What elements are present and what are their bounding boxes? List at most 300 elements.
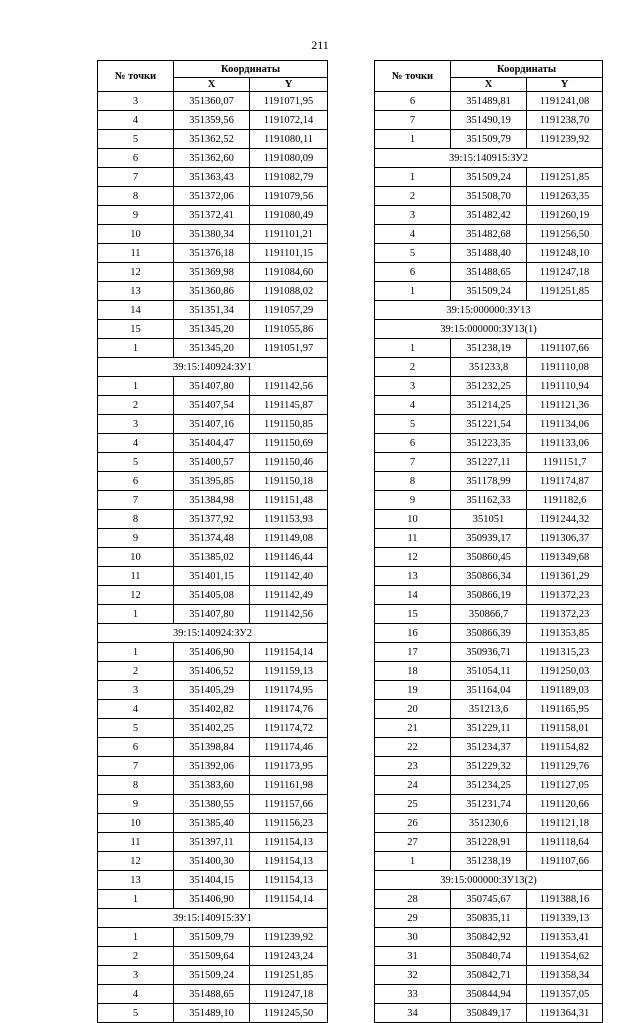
point-number-cell: 2 [98, 396, 174, 415]
point-number-cell: 30 [375, 928, 451, 947]
point-number-cell: 7 [98, 491, 174, 510]
point-number-cell: 3 [375, 377, 451, 396]
x-coordinate-cell: 351351,34 [174, 301, 250, 320]
x-coordinate-cell: 351372,06 [174, 187, 250, 206]
y-coordinate-cell: 1191127,05 [527, 776, 603, 795]
parcel-id: 39:15:140915:ЗУ1 [98, 909, 328, 928]
y-coordinate-cell: 1191241,08 [527, 92, 603, 111]
point-number-cell: 18 [375, 662, 451, 681]
x-coordinate-cell: 351234,25 [451, 776, 527, 795]
point-number-cell: 1 [375, 339, 451, 358]
x-coordinate-cell: 351405,08 [174, 586, 250, 605]
table-row [98, 947, 328, 966]
y-coordinate-cell: 1191339,13 [527, 909, 603, 928]
x-coordinate-cell: 351230,6 [451, 814, 527, 833]
y-coordinate-cell: 1191251,85 [527, 282, 603, 301]
y-coordinate-cell: 1191174,95 [250, 681, 328, 700]
y-coordinate-cell: 1191174,46 [250, 738, 328, 757]
table-row [98, 187, 328, 206]
table-body-right [375, 92, 603, 1023]
point-number-cell: 14 [375, 586, 451, 605]
table-row [98, 282, 328, 301]
table-row [375, 168, 603, 187]
table-row [375, 339, 603, 358]
table-row [98, 491, 328, 510]
point-number-cell: 8 [375, 472, 451, 491]
x-coordinate-cell: 350866,34 [451, 567, 527, 586]
table-row [98, 1004, 328, 1023]
x-coordinate-cell: 350849,17 [451, 1004, 527, 1023]
y-coordinate-cell: 1191120,66 [527, 795, 603, 814]
point-number-cell: 5 [98, 130, 174, 149]
table-row [375, 567, 603, 586]
x-coordinate-cell: 351407,54 [174, 396, 250, 415]
y-coordinate-cell: 1191358,34 [527, 966, 603, 985]
y-coordinate-cell: 1191150,85 [250, 415, 328, 434]
point-number-cell: 24 [375, 776, 451, 795]
point-number-cell: 5 [375, 244, 451, 263]
point-number-cell: 4 [375, 225, 451, 244]
x-coordinate-cell: 351385,02 [174, 548, 250, 567]
header-coordinates: Координаты [174, 61, 328, 78]
x-coordinate-cell: 350866,7 [451, 605, 527, 624]
x-coordinate-cell: 351398,84 [174, 738, 250, 757]
x-coordinate-cell: 350939,17 [451, 529, 527, 548]
y-coordinate-cell: 1191101,15 [250, 244, 328, 263]
y-coordinate-cell: 1191149,08 [250, 529, 328, 548]
y-coordinate-cell: 1191247,18 [250, 985, 328, 1004]
table-row [98, 928, 328, 947]
point-number-cell: 19 [375, 681, 451, 700]
y-coordinate-cell: 1191263,35 [527, 187, 603, 206]
point-number-cell: 1 [98, 928, 174, 947]
y-coordinate-cell: 1191174,76 [250, 700, 328, 719]
point-number-cell: 6 [98, 149, 174, 168]
x-coordinate-cell: 351214,25 [451, 396, 527, 415]
y-coordinate-cell: 1191154,14 [250, 643, 328, 662]
y-coordinate-cell: 1191082,79 [250, 168, 328, 187]
x-coordinate-cell: 351509,24 [174, 966, 250, 985]
y-coordinate-cell: 1191154,13 [250, 852, 328, 871]
y-coordinate-cell: 1191353,85 [527, 624, 603, 643]
point-number-cell: 10 [98, 548, 174, 567]
y-coordinate-cell: 1191315,23 [527, 643, 603, 662]
y-coordinate-cell: 1191150,18 [250, 472, 328, 491]
point-number-cell: 1 [375, 852, 451, 871]
y-coordinate-cell: 1191110,94 [527, 377, 603, 396]
point-number-cell: 5 [375, 415, 451, 434]
y-coordinate-cell: 1191244,32 [527, 510, 603, 529]
x-coordinate-cell: 351508,70 [451, 187, 527, 206]
table-row [98, 244, 328, 263]
table-body-left [98, 92, 328, 1023]
y-coordinate-cell: 1191154,14 [250, 890, 328, 909]
parcel-section-row [375, 301, 603, 320]
table-row [98, 833, 328, 852]
y-coordinate-cell: 1191159,13 [250, 662, 328, 681]
x-coordinate-cell: 351383,60 [174, 776, 250, 795]
table-row [375, 263, 603, 282]
y-coordinate-cell: 1191129,76 [527, 757, 603, 776]
point-number-cell: 14 [98, 301, 174, 320]
y-coordinate-cell: 1191354,62 [527, 947, 603, 966]
table-row [98, 643, 328, 662]
parcel-section-row [375, 320, 603, 339]
point-number-cell: 12 [98, 852, 174, 871]
y-coordinate-cell: 1191101,21 [250, 225, 328, 244]
point-number-cell: 11 [375, 529, 451, 548]
table-row [98, 567, 328, 586]
table-row [98, 510, 328, 529]
point-number-cell: 15 [375, 605, 451, 624]
table-row [98, 396, 328, 415]
y-coordinate-cell: 1191247,18 [527, 263, 603, 282]
table-row [375, 795, 603, 814]
x-coordinate-cell: 351229,11 [451, 719, 527, 738]
y-coordinate-cell: 1191142,49 [250, 586, 328, 605]
point-number-cell: 6 [375, 263, 451, 282]
point-number-cell: 13 [375, 567, 451, 586]
header-x: X [174, 78, 250, 92]
y-coordinate-cell: 1191238,70 [527, 111, 603, 130]
table-row [98, 453, 328, 472]
x-coordinate-cell: 351397,11 [174, 833, 250, 852]
table-row [375, 434, 603, 453]
y-coordinate-cell: 1191142,56 [250, 377, 328, 396]
y-coordinate-cell: 1191051,97 [250, 339, 328, 358]
table-row [98, 434, 328, 453]
y-coordinate-cell: 1191157,66 [250, 795, 328, 814]
coordinates-table-right [374, 60, 603, 1023]
x-coordinate-cell: 351401,15 [174, 567, 250, 586]
x-coordinate-cell: 351221,54 [451, 415, 527, 434]
x-coordinate-cell: 351407,80 [174, 377, 250, 396]
table-row [375, 529, 603, 548]
y-coordinate-cell: 1191072,14 [250, 111, 328, 130]
point-number-cell: 12 [98, 263, 174, 282]
x-coordinate-cell: 351359,56 [174, 111, 250, 130]
x-coordinate-cell: 350842,92 [451, 928, 527, 947]
x-coordinate-cell: 351406,90 [174, 890, 250, 909]
x-coordinate-cell: 350866,19 [451, 586, 527, 605]
point-number-cell: 23 [375, 757, 451, 776]
table-row [98, 263, 328, 282]
y-coordinate-cell: 1191142,56 [250, 605, 328, 624]
point-number-cell: 7 [98, 757, 174, 776]
x-coordinate-cell: 351376,18 [174, 244, 250, 263]
x-coordinate-cell: 351384,98 [174, 491, 250, 510]
point-number-cell: 10 [375, 510, 451, 529]
page-number: 211 [311, 38, 329, 52]
table-row [375, 814, 603, 833]
point-number-cell: 1 [98, 643, 174, 662]
x-coordinate-cell: 351482,42 [451, 206, 527, 225]
x-coordinate-cell: 351345,20 [174, 339, 250, 358]
point-number-cell: 28 [375, 890, 451, 909]
point-number-cell: 6 [98, 738, 174, 757]
parcel-section-row [98, 358, 328, 377]
table-row [375, 1004, 603, 1023]
parcel-id: 39:15:140924:ЗУ2 [98, 624, 328, 643]
y-coordinate-cell: 1191154,82 [527, 738, 603, 757]
point-number-cell: 29 [375, 909, 451, 928]
table-row [375, 92, 603, 111]
table-row [375, 358, 603, 377]
x-coordinate-cell: 351490,19 [451, 111, 527, 130]
table-row [375, 833, 603, 852]
y-coordinate-cell: 1191174,87 [527, 472, 603, 491]
y-coordinate-cell: 1191173,95 [250, 757, 328, 776]
y-coordinate-cell: 1191245,50 [250, 1004, 328, 1023]
y-coordinate-cell: 1191361,29 [527, 567, 603, 586]
y-coordinate-cell: 1191158,01 [527, 719, 603, 738]
y-coordinate-cell: 1191107,66 [527, 852, 603, 871]
table-row [375, 738, 603, 757]
y-coordinate-cell: 1191121,18 [527, 814, 603, 833]
point-number-cell: 9 [375, 491, 451, 510]
x-coordinate-cell: 351380,34 [174, 225, 250, 244]
table-row [98, 472, 328, 491]
y-coordinate-cell: 1191372,23 [527, 605, 603, 624]
y-coordinate-cell: 1191080,11 [250, 130, 328, 149]
parcel-section-row [375, 871, 603, 890]
point-number-cell: 1 [98, 890, 174, 909]
point-number-cell: 6 [375, 434, 451, 453]
parcel-id: 39:15:140915:ЗУ2 [375, 149, 603, 168]
point-number-cell: 21 [375, 719, 451, 738]
y-coordinate-cell: 1191161,98 [250, 776, 328, 795]
point-number-cell: 1 [375, 130, 451, 149]
table-row [375, 985, 603, 1004]
x-coordinate-cell: 351509,64 [174, 947, 250, 966]
point-number-cell: 8 [98, 187, 174, 206]
x-coordinate-cell: 351238,19 [451, 339, 527, 358]
y-coordinate-cell: 1191182,6 [527, 491, 603, 510]
x-coordinate-cell: 351488,40 [451, 244, 527, 263]
y-coordinate-cell: 1191239,92 [250, 928, 328, 947]
table-row [98, 814, 328, 833]
table-row [375, 187, 603, 206]
x-coordinate-cell: 351488,65 [174, 985, 250, 1004]
x-coordinate-cell: 351238,19 [451, 852, 527, 871]
y-coordinate-cell: 1191121,36 [527, 396, 603, 415]
x-coordinate-cell: 351404,47 [174, 434, 250, 453]
x-coordinate-cell: 351406,52 [174, 662, 250, 681]
x-coordinate-cell: 351360,07 [174, 92, 250, 111]
header-x: X [451, 78, 527, 92]
parcel-section-row [375, 149, 603, 168]
x-coordinate-cell: 351374,48 [174, 529, 250, 548]
y-coordinate-cell: 1191150,69 [250, 434, 328, 453]
x-coordinate-cell: 350866,39 [451, 624, 527, 643]
point-number-cell: 7 [375, 453, 451, 472]
point-number-cell: 4 [98, 434, 174, 453]
table-row [98, 415, 328, 434]
x-coordinate-cell: 351363,43 [174, 168, 250, 187]
x-coordinate-cell: 351406,90 [174, 643, 250, 662]
table-row [98, 738, 328, 757]
point-number-cell: 8 [98, 510, 174, 529]
point-number-cell: 8 [98, 776, 174, 795]
x-coordinate-cell: 351404,15 [174, 871, 250, 890]
x-coordinate-cell: 351232,25 [451, 377, 527, 396]
table-row [98, 966, 328, 985]
x-coordinate-cell: 351380,55 [174, 795, 250, 814]
table-row [375, 548, 603, 567]
table-row [375, 111, 603, 130]
x-coordinate-cell: 350840,74 [451, 947, 527, 966]
y-coordinate-cell: 1191260,19 [527, 206, 603, 225]
table-row [98, 529, 328, 548]
table-row [98, 92, 328, 111]
table-row [98, 852, 328, 871]
x-coordinate-cell: 351233,8 [451, 358, 527, 377]
table-row [98, 719, 328, 738]
point-number-cell: 2 [375, 358, 451, 377]
x-coordinate-cell: 351509,24 [451, 168, 527, 187]
x-coordinate-cell: 351223,35 [451, 434, 527, 453]
x-coordinate-cell: 351509,24 [451, 282, 527, 301]
x-coordinate-cell: 351227,11 [451, 453, 527, 472]
y-coordinate-cell: 1191243,24 [250, 947, 328, 966]
table-row [98, 225, 328, 244]
point-number-cell: 13 [98, 871, 174, 890]
x-coordinate-cell: 351407,16 [174, 415, 250, 434]
x-coordinate-cell: 351162,33 [451, 491, 527, 510]
x-coordinate-cell: 351362,60 [174, 149, 250, 168]
x-coordinate-cell: 351489,81 [451, 92, 527, 111]
point-number-cell: 9 [98, 529, 174, 548]
point-number-cell: 15 [98, 320, 174, 339]
table-row [375, 586, 603, 605]
y-coordinate-cell: 1191349,68 [527, 548, 603, 567]
point-number-cell: 7 [375, 111, 451, 130]
x-coordinate-cell: 351482,68 [451, 225, 527, 244]
table-row [375, 643, 603, 662]
point-number-cell: 3 [98, 92, 174, 111]
point-number-cell: 10 [98, 225, 174, 244]
table-row [98, 130, 328, 149]
x-coordinate-cell: 351362,52 [174, 130, 250, 149]
y-coordinate-cell: 1191151,48 [250, 491, 328, 510]
y-coordinate-cell: 1191080,09 [250, 149, 328, 168]
table-row [375, 206, 603, 225]
x-coordinate-cell: 351400,30 [174, 852, 250, 871]
table-row [375, 415, 603, 434]
x-coordinate-cell: 350860,45 [451, 548, 527, 567]
x-coordinate-cell: 351054,11 [451, 662, 527, 681]
y-coordinate-cell: 1191110,08 [527, 358, 603, 377]
point-number-cell: 4 [98, 985, 174, 1004]
x-coordinate-cell: 351509,79 [451, 130, 527, 149]
point-number-cell: 2 [98, 947, 174, 966]
x-coordinate-cell: 351234,37 [451, 738, 527, 757]
coordinates-table-left [97, 60, 328, 1023]
point-number-cell: 33 [375, 985, 451, 1004]
parcel-section-row [98, 909, 328, 928]
x-coordinate-cell: 351400,57 [174, 453, 250, 472]
y-coordinate-cell: 1191071,95 [250, 92, 328, 111]
point-number-cell: 3 [98, 681, 174, 700]
y-coordinate-cell: 1191239,92 [527, 130, 603, 149]
y-coordinate-cell: 1191150,46 [250, 453, 328, 472]
table-row [375, 757, 603, 776]
table-row [375, 966, 603, 985]
x-coordinate-cell: 351229,32 [451, 757, 527, 776]
point-number-cell: 32 [375, 966, 451, 985]
y-coordinate-cell: 1191156,23 [250, 814, 328, 833]
point-number-cell: 3 [98, 966, 174, 985]
x-coordinate-cell: 351402,82 [174, 700, 250, 719]
table-row [98, 377, 328, 396]
table-row [98, 320, 328, 339]
y-coordinate-cell: 1191151,7 [527, 453, 603, 472]
table-row [98, 149, 328, 168]
header-point-number: № точки [98, 61, 174, 92]
point-number-cell: 7 [98, 168, 174, 187]
table-row [375, 472, 603, 491]
point-number-cell: 9 [98, 795, 174, 814]
table-row [375, 453, 603, 472]
y-coordinate-cell: 1191107,66 [527, 339, 603, 358]
point-number-cell: 25 [375, 795, 451, 814]
table-row [375, 909, 603, 928]
parcel-id: 39:15:000000:ЗУ13 [375, 301, 603, 320]
table-row [98, 662, 328, 681]
x-coordinate-cell: 351178,99 [451, 472, 527, 491]
point-number-cell: 1 [375, 282, 451, 301]
point-number-cell: 12 [375, 548, 451, 567]
table-row [375, 681, 603, 700]
point-number-cell: 26 [375, 814, 451, 833]
y-coordinate-cell: 1191084,60 [250, 263, 328, 282]
point-number-cell: 34 [375, 1004, 451, 1023]
point-number-cell: 6 [375, 92, 451, 111]
table-row [98, 548, 328, 567]
table-row [375, 225, 603, 244]
y-coordinate-cell: 1191154,13 [250, 871, 328, 890]
table-row [375, 662, 603, 681]
header-point-number: № точки [375, 61, 451, 92]
point-number-cell: 5 [98, 719, 174, 738]
point-number-cell: 4 [98, 111, 174, 130]
y-coordinate-cell: 1191174,72 [250, 719, 328, 738]
point-number-cell: 1 [98, 339, 174, 358]
point-number-cell: 31 [375, 947, 451, 966]
table-row [98, 871, 328, 890]
parcel-id: 39:15:000000:ЗУ13(2) [375, 871, 603, 890]
point-number-cell: 9 [98, 206, 174, 225]
table-row [375, 719, 603, 738]
point-number-cell: 1 [98, 605, 174, 624]
table-row [98, 700, 328, 719]
y-coordinate-cell: 1191306,37 [527, 529, 603, 548]
header-coordinates: Координаты [451, 61, 603, 78]
y-coordinate-cell: 1191364,31 [527, 1004, 603, 1023]
table-row [98, 111, 328, 130]
y-coordinate-cell: 1191057,29 [250, 301, 328, 320]
table-row [375, 605, 603, 624]
x-coordinate-cell: 351509,79 [174, 928, 250, 947]
y-coordinate-cell: 1191088,02 [250, 282, 328, 301]
parcel-section-row [98, 624, 328, 643]
point-number-cell: 3 [98, 415, 174, 434]
x-coordinate-cell: 350745,67 [451, 890, 527, 909]
x-coordinate-cell: 351405,29 [174, 681, 250, 700]
x-coordinate-cell: 351345,20 [174, 320, 250, 339]
x-coordinate-cell: 350835,11 [451, 909, 527, 928]
header-y: Y [527, 78, 603, 92]
